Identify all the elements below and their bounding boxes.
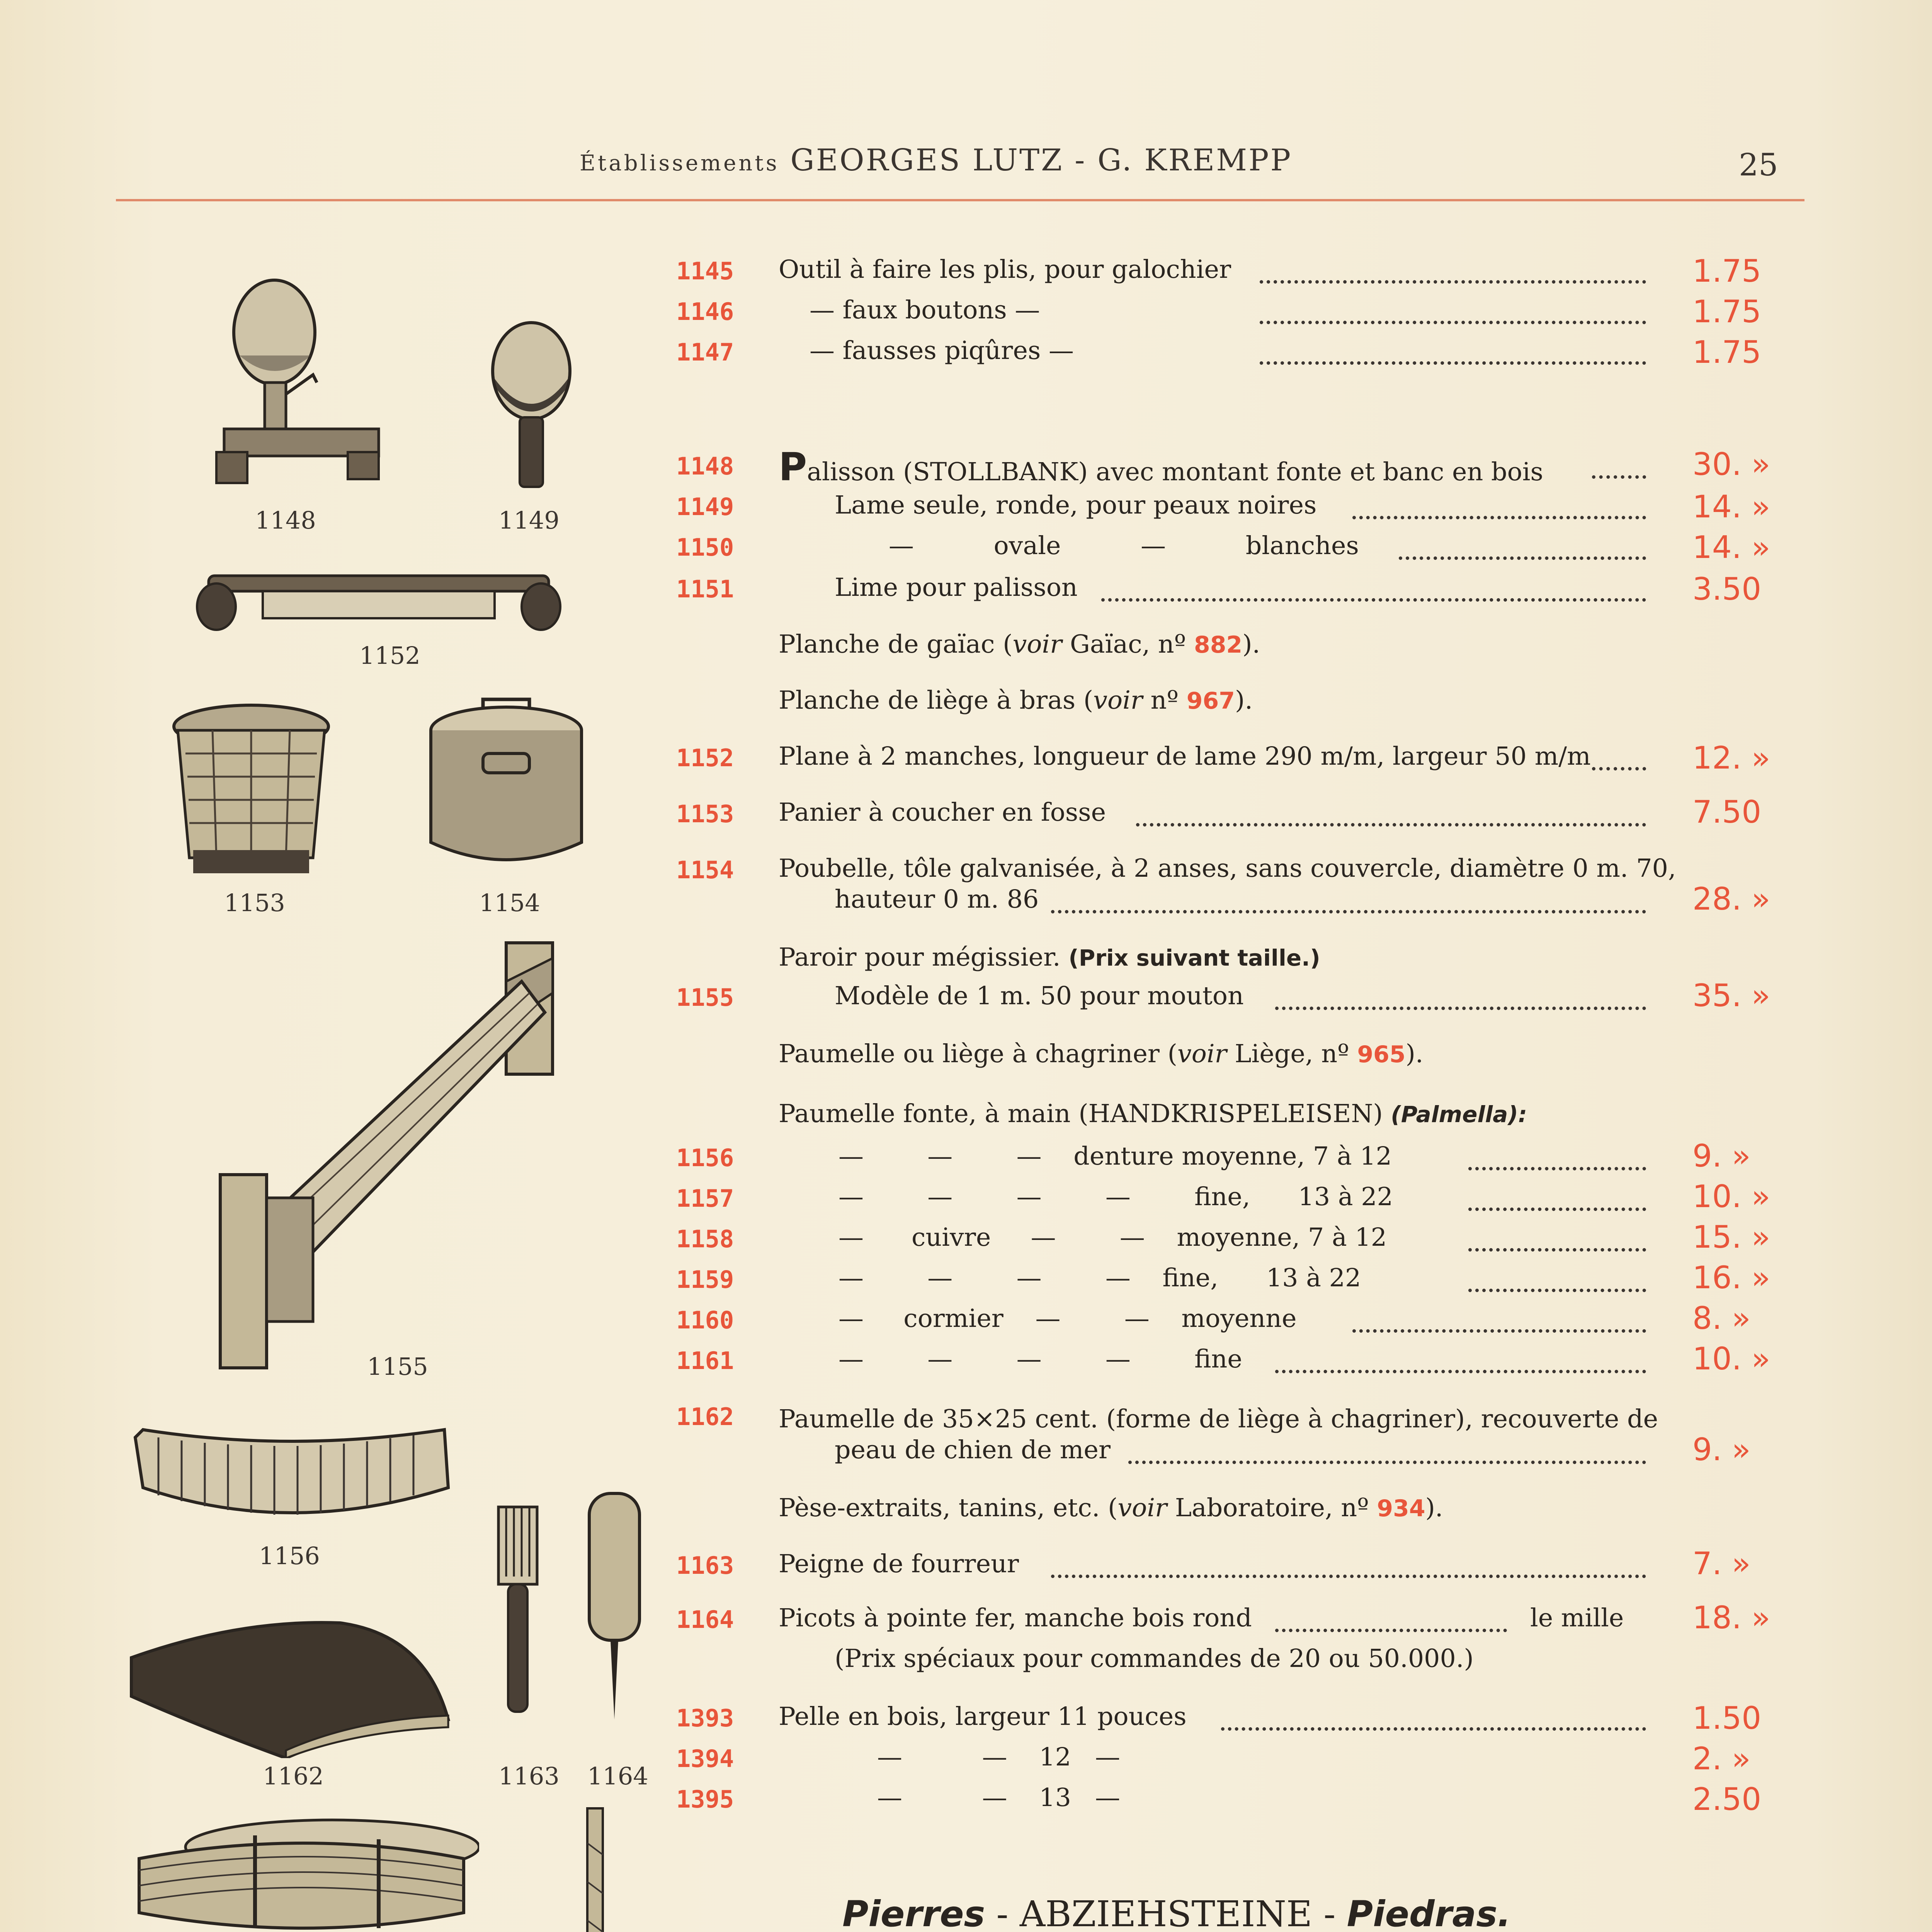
- header-company: GEORGES LUTZ - G. KREMPP: [790, 143, 1293, 178]
- item-description: Plane à 2 manches, longueur de lame 290 m/m, largeur 50 m/m: [779, 742, 1591, 771]
- leader-dots: [1352, 1306, 1646, 1333]
- caption-1148: 1148: [255, 506, 316, 534]
- item-price: 14. »: [1692, 529, 1770, 565]
- item-number: 1148: [676, 452, 734, 480]
- page-header: [580, 143, 1430, 178]
- illustration-paroir-1155: [213, 935, 583, 1376]
- leader-dots: [1136, 800, 1646, 827]
- item-price: 1.75: [1692, 294, 1762, 330]
- section-heading-fr: Pierres: [842, 1893, 985, 1932]
- page-number: 25: [1739, 147, 1778, 183]
- caption-1163: 1163: [498, 1762, 560, 1790]
- item-number: 1145: [676, 257, 734, 285]
- leader-dots: [1275, 983, 1646, 1010]
- item-description: — cormier — — moyenne: [838, 1304, 1297, 1333]
- item-number: 1157: [676, 1184, 734, 1213]
- leader-dots: [1468, 1225, 1646, 1252]
- caption-1155: 1155: [367, 1352, 428, 1381]
- illustration-paumelle-1162: [124, 1611, 456, 1758]
- reference-number: 967: [1186, 687, 1235, 714]
- leader-dots: [1101, 575, 1646, 602]
- item-description: Lame seule, ronde, pour peaux noires: [835, 491, 1317, 520]
- section-heading-de: ABZIEHSTEINE: [1019, 1893, 1313, 1932]
- item-description: Panier à coucher en fosse: [779, 798, 1106, 827]
- item-number: 1393: [676, 1704, 734, 1732]
- item-number: 1160: [676, 1306, 734, 1334]
- item-price: 10. »: [1692, 1341, 1770, 1377]
- reference-number: 934: [1377, 1495, 1425, 1522]
- leader-dots: [1468, 1265, 1646, 1292]
- item-price: 28. »: [1692, 881, 1770, 917]
- caption-1154: 1154: [479, 889, 540, 917]
- item-number: 1164: [676, 1605, 734, 1634]
- item-number: 1151: [676, 575, 734, 603]
- item-number: 1159: [676, 1265, 734, 1294]
- item-price: 7.50: [1692, 794, 1762, 830]
- caption-1164: 1164: [587, 1762, 648, 1790]
- item-number: 1161: [676, 1347, 734, 1375]
- illustration-awl-1164: [583, 1488, 645, 1723]
- item-price: 14. »: [1692, 489, 1770, 525]
- leader-dots: [1468, 1144, 1646, 1170]
- item-number: 1147: [676, 338, 734, 366]
- cross-reference-liege: Planche de liège à bras (voir nº 967).: [779, 686, 1253, 715]
- item-description: — cuivre — — moyenne, 7 à 12: [838, 1223, 1387, 1252]
- item-number: 1395: [676, 1785, 734, 1813]
- item-number: 1150: [676, 533, 734, 561]
- item-price: 2. »: [1692, 1741, 1751, 1777]
- item-price: 8. »: [1692, 1300, 1751, 1336]
- illustration-paumelle-1156: [128, 1422, 456, 1538]
- item-description: [779, 444, 1543, 490]
- item-description: Lime pour palisson: [835, 573, 1078, 602]
- leader-dots: [1275, 1347, 1646, 1373]
- section-paumelle-fonte: Paumelle fonte, à main (HANDKRISPELEISEN) (Palmella):: [779, 1099, 1527, 1128]
- item-description: Outil à faire les plis, pour galochier: [779, 255, 1231, 284]
- item-price: 2.50: [1692, 1781, 1762, 1817]
- item-description: Paumelle de 35×25 cent. (forme de liège à chagriner), recouverte de: [779, 1405, 1658, 1434]
- item-description: — — — — fine, 13 à 22: [838, 1182, 1393, 1211]
- item-price: 12. »: [1692, 740, 1770, 776]
- caption-1162: 1162: [263, 1762, 324, 1790]
- item-number: 1153: [676, 800, 734, 828]
- item-description: Peigne de fourreur: [779, 1549, 1019, 1578]
- item-price: 10. »: [1692, 1179, 1770, 1214]
- cross-reference-gaiac: Planche de gaïac (voir Gaïac, nº 882).: [779, 630, 1260, 659]
- unit-label: le mille: [1530, 1604, 1624, 1633]
- item-description: — — 12 —: [877, 1743, 1120, 1772]
- item-number: 1156: [676, 1144, 734, 1172]
- leader-dots: [1352, 493, 1646, 519]
- leader-dots: [1260, 257, 1646, 284]
- leader-dots: [1260, 298, 1646, 324]
- illustration-stollbank-1148: [201, 278, 386, 495]
- item-description: — fausses piqûres —: [810, 336, 1074, 365]
- item-description-continued: hauteur 0 m. 86: [835, 885, 1039, 914]
- header-rule: [116, 199, 1804, 201]
- leader-dots: [1260, 338, 1646, 365]
- item-description: — ovale — blanches: [889, 531, 1359, 560]
- item-price: 3.50: [1692, 571, 1762, 607]
- item-price: 35. »: [1692, 978, 1770, 1014]
- caption-1153: 1153: [224, 889, 285, 917]
- item-price: 9. »: [1692, 1138, 1751, 1174]
- item-description: — — — denture moyenne, 7 à 12: [838, 1142, 1392, 1171]
- item-description: — — 13 —: [877, 1783, 1120, 1812]
- item-number: 1162: [676, 1403, 734, 1431]
- item-description: Picots à pointe fer, manche bois rond: [779, 1604, 1252, 1633]
- caption-1149: 1149: [498, 506, 560, 534]
- item-description: — — — — fine: [838, 1345, 1242, 1374]
- section-heading-pierres: Pierres - ABZIEHSTEINE - Piedras.: [842, 1893, 1511, 1932]
- illustration-comb-1163: [491, 1499, 545, 1716]
- item-number: 1394: [676, 1745, 734, 1773]
- item-price: 1.50: [1692, 1700, 1762, 1736]
- item-price: 7. »: [1692, 1546, 1751, 1582]
- item-number: 1146: [676, 298, 734, 326]
- cross-reference-paumelle: Paumelle ou liège à chagriner (voir Liège, nº 965).: [779, 1039, 1423, 1068]
- caption-1152: 1152: [359, 641, 420, 670]
- leader-dots: [1592, 452, 1646, 479]
- item-description: Pelle en bois, largeur 11 pouces: [779, 1702, 1187, 1731]
- item-description: — faux boutons —: [810, 296, 1040, 325]
- item-description: Modèle de 1 m. 50 pour mouton: [835, 981, 1244, 1010]
- item-price: 15. »: [1692, 1219, 1770, 1255]
- caption-1156: 1156: [259, 1542, 320, 1570]
- leader-dots: [1128, 1437, 1646, 1464]
- item-description: Poubelle, tôle galvanisée, à 2 anses, sans couvercle, diamètre 0 m. 70,: [779, 854, 1676, 883]
- item-description-continued: peau de chien de mer: [835, 1435, 1111, 1464]
- leader-dots: [1592, 744, 1646, 770]
- item-price: 9. »: [1692, 1432, 1751, 1468]
- reference-number: 882: [1194, 631, 1243, 658]
- leader-dots: [1468, 1184, 1646, 1211]
- section-paroir: Paroir pour mégissier. (Prix suivant taille.): [779, 943, 1320, 972]
- item-number: 1155: [676, 983, 734, 1012]
- item-number: 1149: [676, 493, 734, 521]
- drop-cap: P: [779, 444, 807, 490]
- leader-dots: [1051, 887, 1646, 913]
- leader-dots: [1275, 1605, 1507, 1632]
- header-prefix: Établissements: [580, 151, 779, 176]
- item-number: 1158: [676, 1225, 734, 1253]
- illustration-plane-1152: [193, 568, 564, 638]
- item-number: 1154: [676, 856, 734, 884]
- leader-dots: [1221, 1704, 1646, 1731]
- illustration-blade-1149: [487, 321, 576, 491]
- cross-reference-pese: Pèse-extraits, tanins, etc. (voir Laboratoire, nº 934).: [779, 1493, 1443, 1522]
- item-price: 16. »: [1692, 1260, 1770, 1296]
- reference-number: 965: [1357, 1041, 1406, 1068]
- leader-dots: [1399, 533, 1646, 560]
- item-number: 1163: [676, 1551, 734, 1580]
- item-price: 1.75: [1692, 334, 1762, 370]
- leader-dots: [1051, 1551, 1646, 1578]
- item-price: 1.75: [1692, 253, 1762, 289]
- illustration-basket-1153: [170, 703, 332, 881]
- illustration-bin-1154: [425, 696, 587, 877]
- item-note: (Prix spéciaux pour commandes de 20 ou 50.000.): [835, 1644, 1474, 1673]
- item-description-text: alisson (STOLLBANK) avec montant fonte et banc en bois: [807, 457, 1543, 486]
- section-heading-es: Piedras.: [1347, 1893, 1511, 1932]
- item-number: 1152: [676, 744, 734, 772]
- item-price: 18. »: [1692, 1600, 1770, 1636]
- item-price: 30. »: [1692, 446, 1770, 482]
- illustration-stones-1165: [131, 1812, 479, 1932]
- illustration-shovel-1393: [537, 1804, 661, 1932]
- item-description: — — — — fine, 13 à 22: [838, 1264, 1361, 1293]
